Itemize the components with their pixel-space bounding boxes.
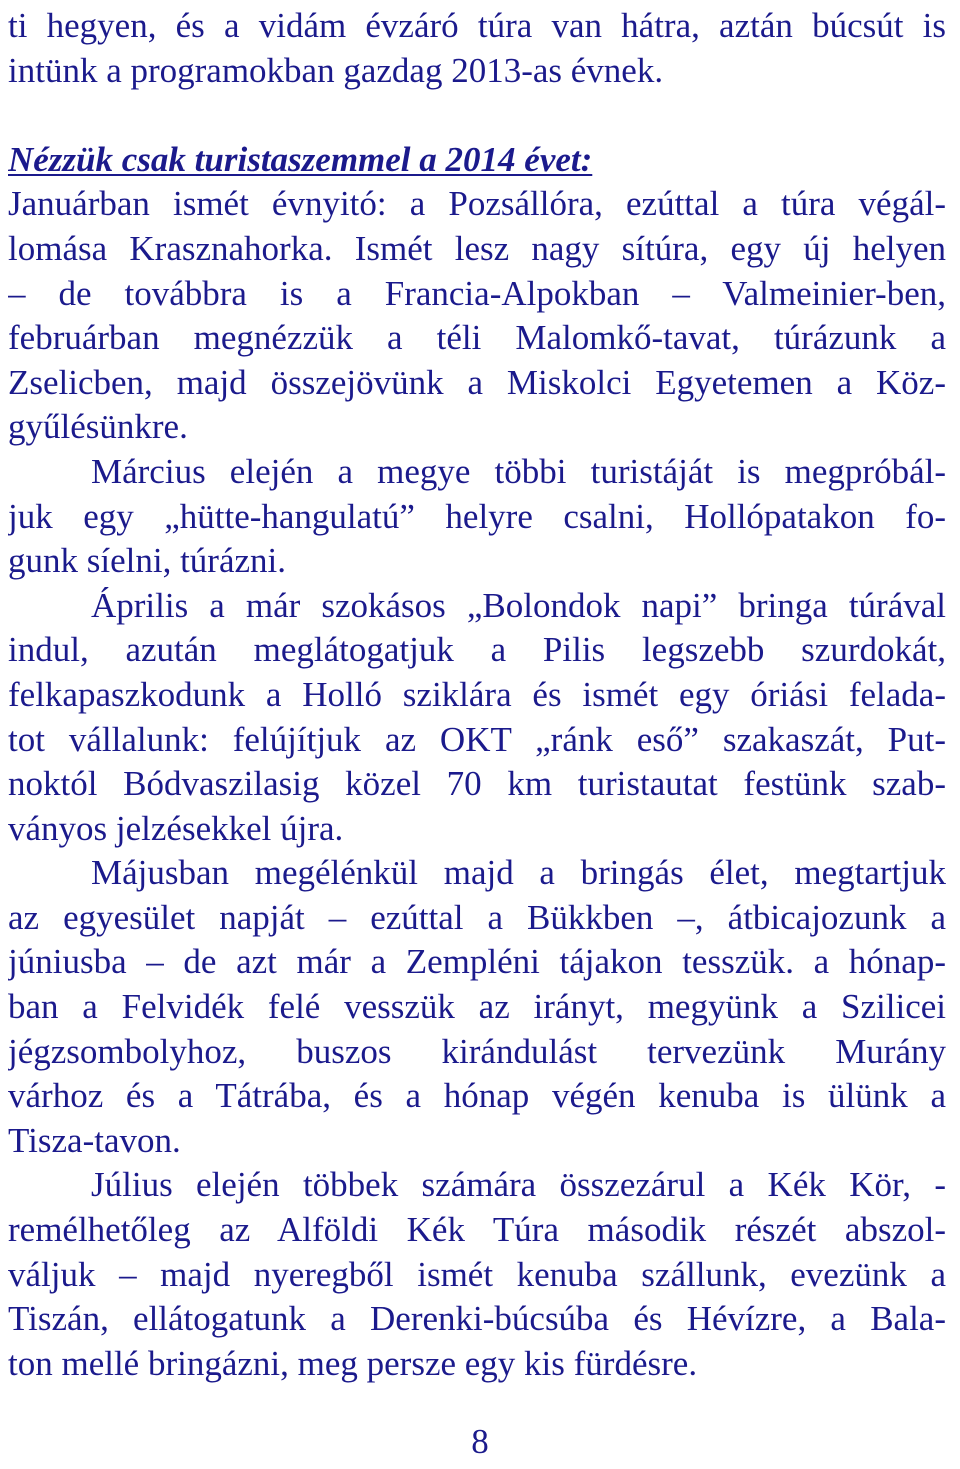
text-line: Zselicben, majd összejövünk a Miskolci Egyetemen a Köz- — [8, 362, 946, 402]
text-line: noktól Bódvaszilasig közel 70 km turistautat festünk szab- — [8, 764, 946, 804]
paragraph-may — [8, 851, 946, 1163]
paragraph-july — [8, 1163, 946, 1386]
text-line: várhoz és a Tátrába, és a hónap végén kenuba is ülünk a — [8, 1076, 946, 1116]
text-line: – de továbbra is a Francia-Alpokban – Valmeinier-ben, — [8, 273, 946, 313]
paragraph-gap — [8, 93, 946, 138]
text-line: Július elején többek számára összezárul a Kék Kör, - — [91, 1165, 946, 1205]
text-line: juk egy „hütte-hangulatú” helyre csalni, Hollópatakon fo- — [8, 496, 946, 536]
text-line: indul, azután meglátogatjuk a Pilis legszebb szurdokát, — [8, 630, 946, 670]
text-line: váljuk – majd nyeregből ismét kenuba szállunk, evezünk a — [8, 1254, 946, 1294]
page-number: 8 — [471, 1422, 489, 1461]
text-line: Májusban megélénkül majd a bringás élet, megtartjuk — [91, 853, 946, 893]
text-line: Április a már szokásos „Bolondok napi” bringa túrával — [91, 585, 946, 625]
text-line: intünk a programokban gazdag 2013-as évnek. — [8, 50, 664, 90]
text-line: júniusba – de azt már a Zempléni tájakon tesszük. a hónap- — [8, 942, 946, 982]
text-line: jégzsombolyhoz, buszos kirándulást tervezünk Murány — [8, 1031, 946, 1071]
text-line: Januárban ismét évnyitó: a Pozsállóra, ezúttal a túra végál- — [8, 184, 946, 224]
text-line: ványos jelzésekkel újra. — [8, 808, 344, 848]
text-line: az egyesület napját – ezúttal a Bükkben –, átbicajozunk a — [8, 897, 946, 937]
text-line: ti hegyen, és a vidám évzáró túra van hátra, aztán búcsút is — [8, 6, 946, 45]
intro-paragraph — [8, 4, 946, 93]
document-page — [8, 4, 946, 1386]
paragraph-march — [8, 450, 946, 584]
text-line: lomása Krasznahorka. Ismét lesz nagy sítúra, egy új helyen — [8, 228, 946, 268]
text-line: gunk síelni, túrázni. — [8, 541, 287, 581]
text-line: Március elején a megye többi turistáját is megpróbál- — [91, 451, 946, 491]
text-line: tot vállalunk: felújítjuk az OKT „ránk eső” szakaszát, Put- — [8, 719, 946, 759]
paragraph-january — [8, 182, 946, 450]
text-line: ton mellé bringázni, meg persze egy kis fürdésre. — [8, 1343, 698, 1383]
text-line: felkapaszkodunk a Holló sziklára és ismét egy óriási felada- — [8, 674, 946, 714]
section-heading-line — [8, 138, 946, 183]
section-heading: Nézzük csak turistaszemmel a 2014 évet: — [8, 139, 593, 179]
text-line: Tisza-tavon. — [8, 1120, 181, 1160]
text-line: ban a Felvidék felé vesszük az irányt, megyünk a Szilicei — [8, 987, 946, 1027]
text-line: gyűlésünkre. — [8, 407, 188, 447]
text-line: februárban megnézzük a téli Malomkő-tavat, túrázunk a — [8, 318, 946, 358]
text-line: Tiszán, ellátogatunk a Derenki-búcsúba és Hévízre, a Bala- — [8, 1299, 946, 1339]
text-line: remélhetőleg az Alföldi Kék Túra második részét abszol- — [8, 1210, 946, 1250]
paragraph-april — [8, 584, 946, 852]
